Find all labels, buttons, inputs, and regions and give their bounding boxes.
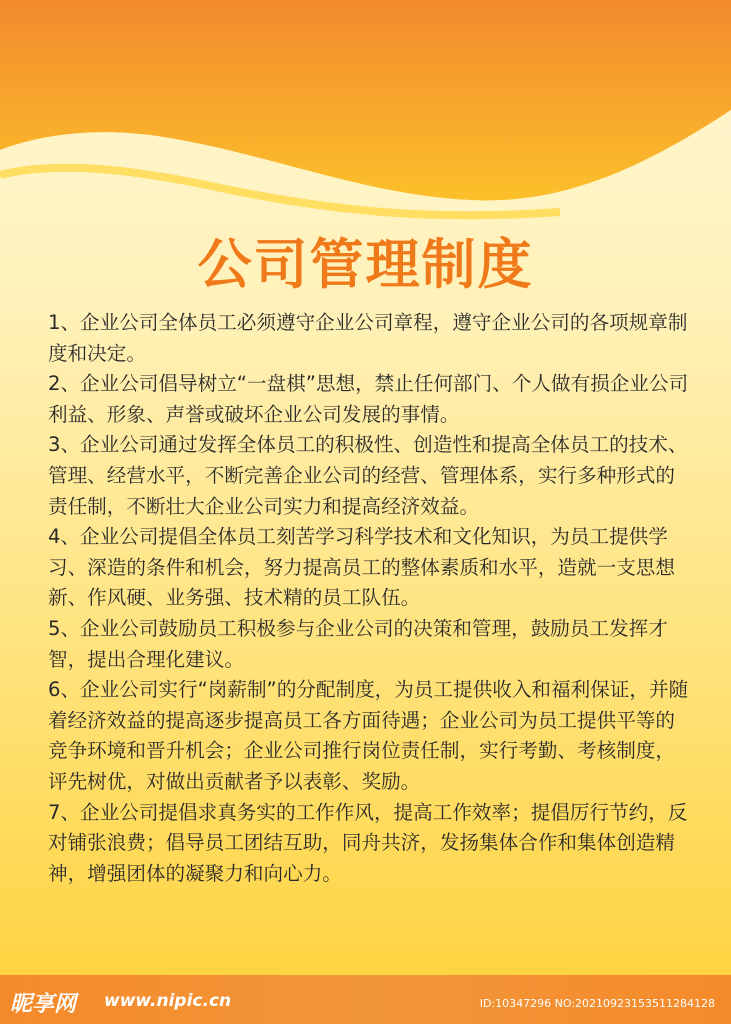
rules-list: [48, 308, 693, 889]
brand-logo-text: 昵享网: [10, 992, 77, 1017]
rule-item: 5、企业公司鼓励员工积极参与企业公司的决策和管理，鼓励员工发挥才智，提出合理化建议。: [48, 616, 668, 671]
rule-item: 6、企业公司实行“岗薪制”的分配制度，为员工提供收入和福利保证，并随着经济效益的提高逐步提高员工各方面待遇；企业公司为员工提供平等的竞争环境和晋升机会；企业公司推行岗位责任制，实行考勤、考核制度，评先树优，对做出贡献者予以表彰、奖励。: [48, 678, 689, 793]
rule-item: 1、企业公司全体员工必须遵守企业公司章程，遵守企业公司的各项规章制度和决定。: [48, 311, 688, 365]
page-title: 公司管理制度: [197, 233, 534, 296]
rule-item: 7、企业公司提倡求真务实的工作作风，提高工作效率；提倡厉行节约，反对铺张浪费；倡导员工团结互助，同舟共济，发扬集体合作和集体创造精神，增强团体的凝聚力和向心力。: [48, 800, 688, 885]
rule-item: 4、企业公司提倡全体员工刻苦学习科学技术和文化知识，为员工提供学习、深造的条件和机会，努力提高员工的整体素质和水平，造就一支思想新、作风硬、业务强、技术精的员工队伍。: [48, 525, 675, 610]
header-wave-decoration: [0, 0, 731, 230]
watermark-footer: [0, 975, 731, 1024]
image-id-text: ID:10347296 NO:20210923153511284128: [479, 997, 715, 1010]
rule-item: 3、企业公司通过发挥全体员工的积极性、创造性和提高全体员工的技术、管理、经营水平，不断完善企业公司的经营、管理体系，实行多种形式的责任制，不断壮大企业公司实力和提高经济效益。: [48, 433, 688, 518]
site-url: www.nipic.cn: [104, 991, 232, 1011]
rule-item: 2、企业公司倡导树立“一盘棋”思想，禁止任何部门、个人做有损企业公司利益、形象、声誉或破坏企业公司发展的事情。: [48, 372, 689, 426]
